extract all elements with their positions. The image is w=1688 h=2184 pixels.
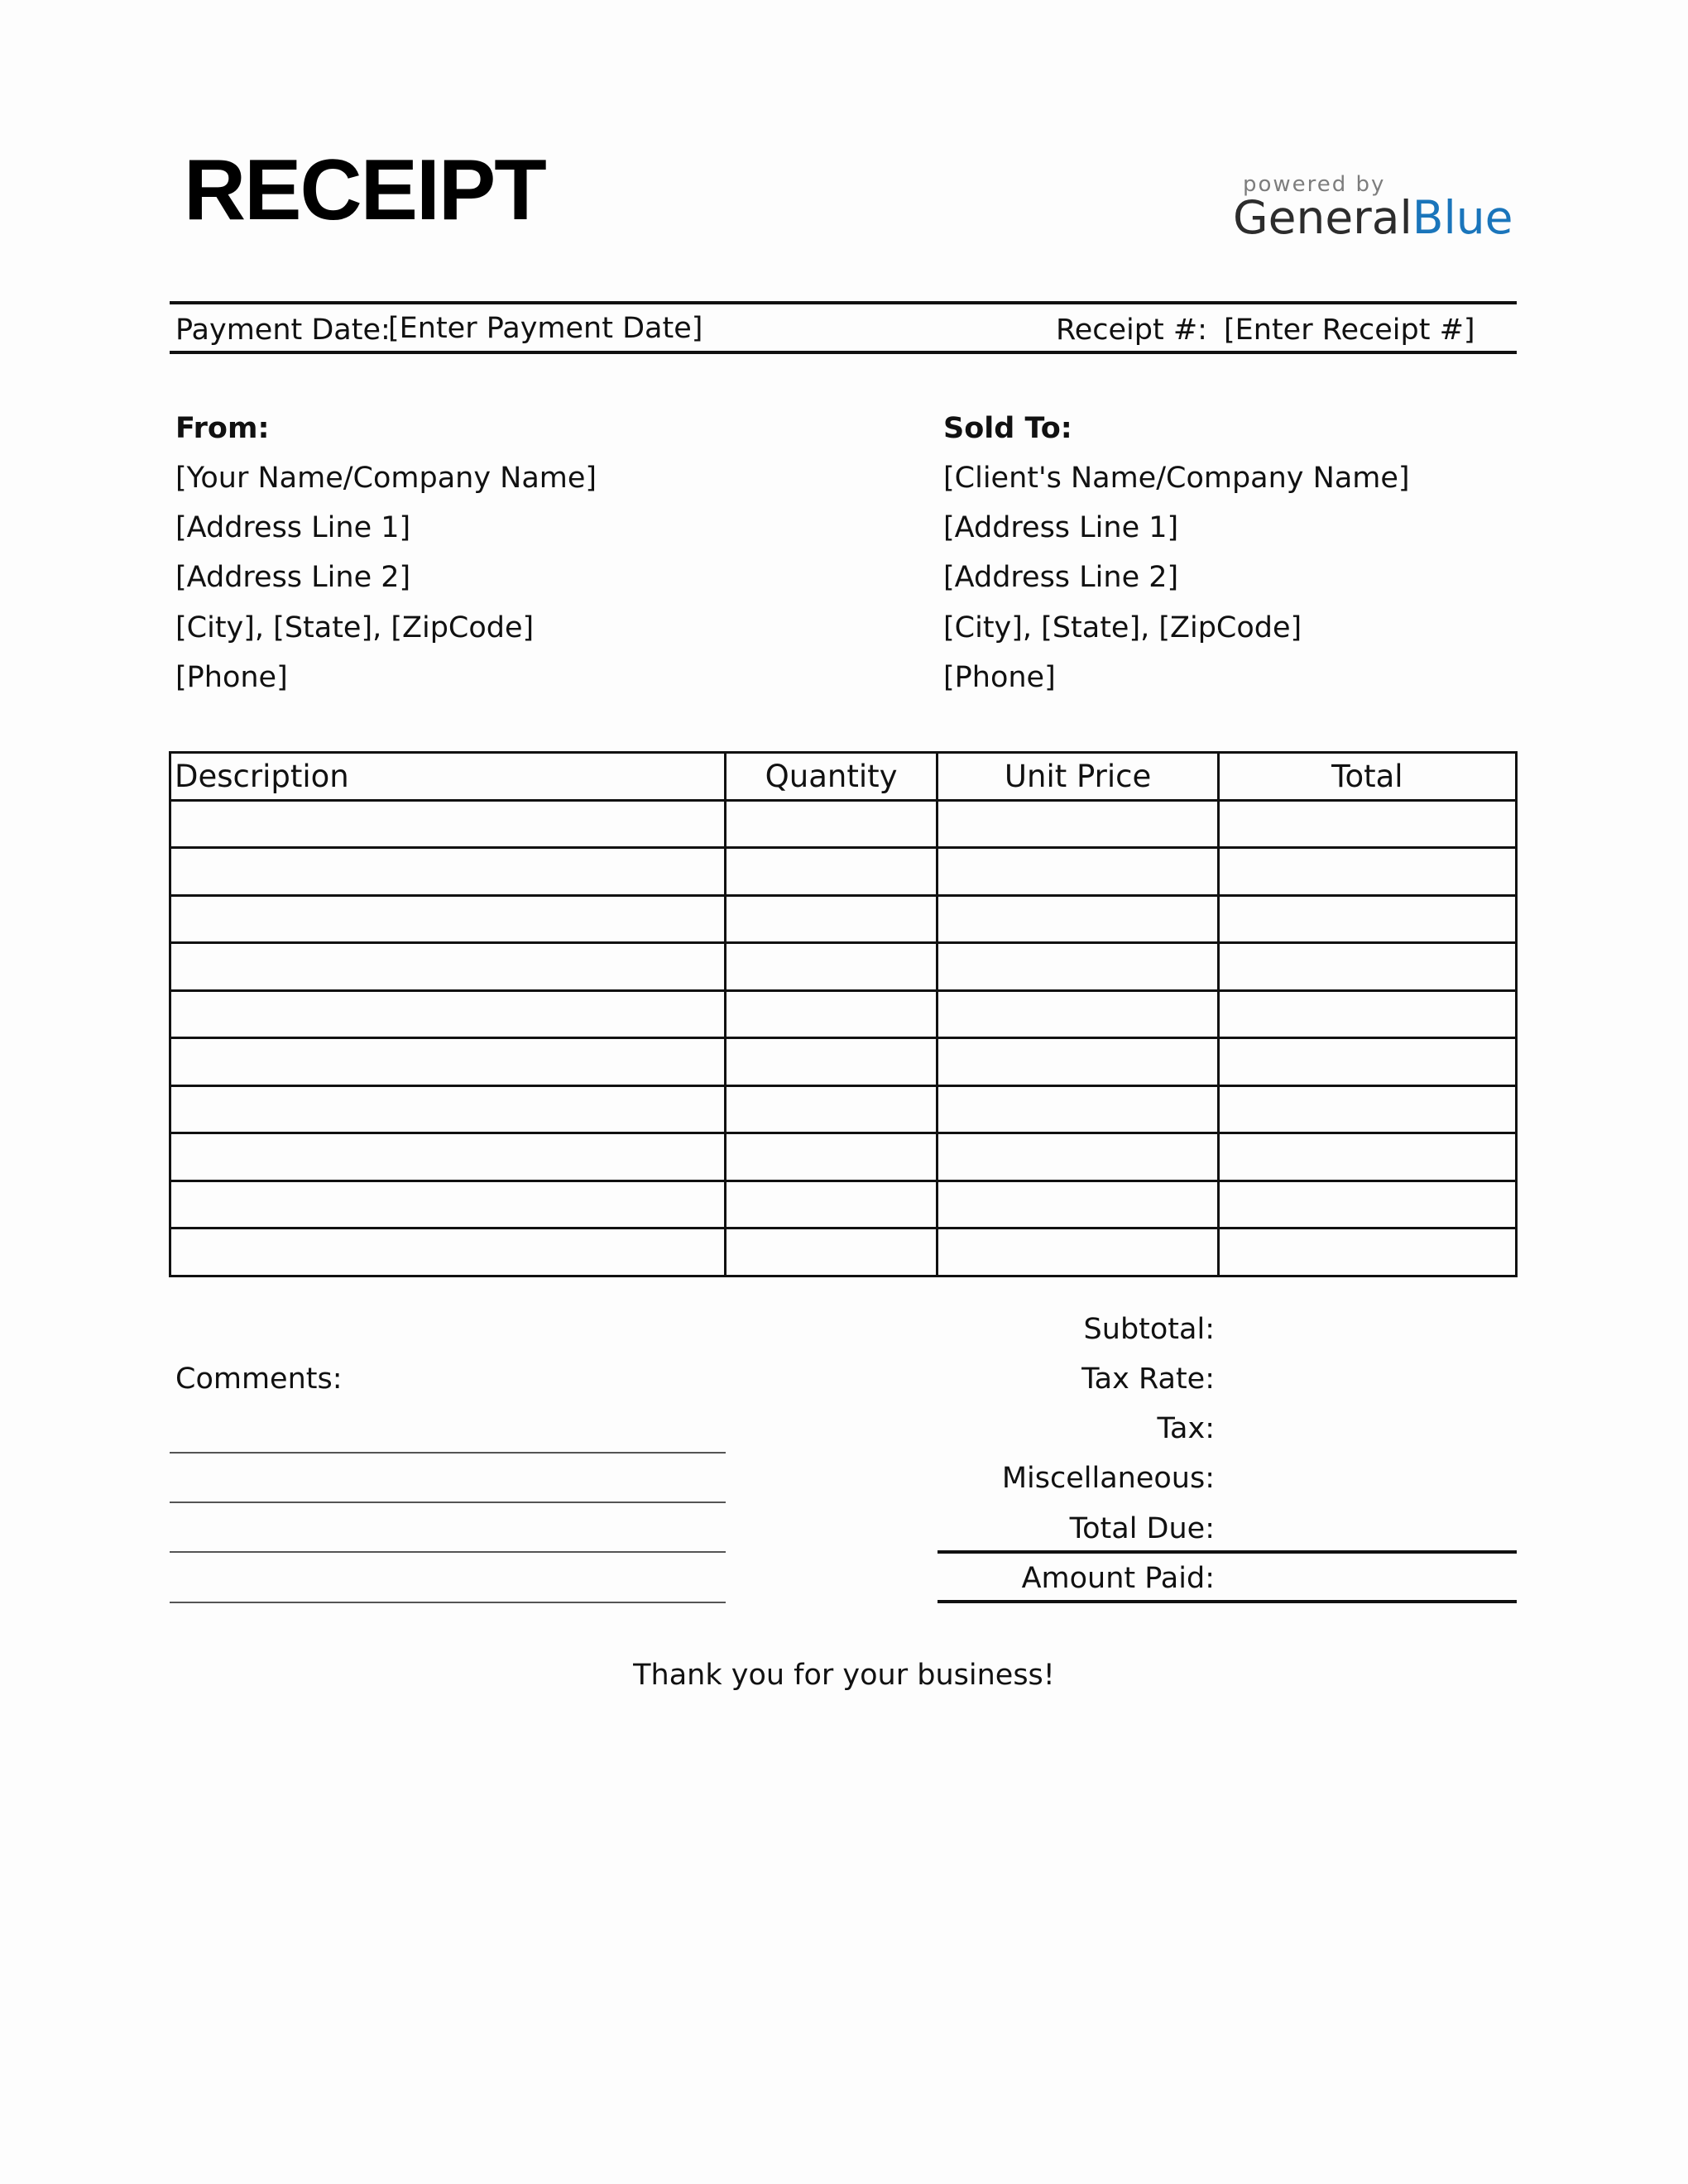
table-row xyxy=(170,1181,1517,1228)
meta-top-rule xyxy=(170,301,1517,304)
brand-logo xyxy=(1233,191,1513,244)
header-total: Total xyxy=(1218,753,1516,801)
cell-total[interactable] xyxy=(1218,1228,1516,1276)
header-description: Description xyxy=(170,753,726,801)
brand-blue: Blue xyxy=(1412,191,1513,244)
cell-description[interactable] xyxy=(170,990,726,1038)
table-row xyxy=(170,895,1517,943)
cell-quantity[interactable] xyxy=(725,1133,938,1181)
cell-unit-price[interactable] xyxy=(938,1181,1218,1228)
from-city-state-zip[interactable]: [City], [State], [ZipCode] xyxy=(175,611,535,644)
sold-to-address-1[interactable]: [Address Line 1] xyxy=(943,511,1179,544)
cell-unit-price[interactable] xyxy=(938,1038,1218,1086)
cell-unit-price[interactable] xyxy=(938,895,1218,943)
comment-line[interactable] xyxy=(170,1551,726,1553)
table-row xyxy=(170,800,1517,848)
receipt-number-label: Receipt #: xyxy=(1056,314,1207,347)
cell-description[interactable] xyxy=(170,1085,726,1133)
from-address-2[interactable]: [Address Line 2] xyxy=(175,561,411,594)
comments-label: Comments: xyxy=(175,1363,343,1396)
from-name[interactable]: [Your Name/Company Name] xyxy=(175,462,597,495)
cell-quantity[interactable] xyxy=(725,895,938,943)
cell-description[interactable] xyxy=(170,1133,726,1181)
table-row xyxy=(170,848,1517,896)
from-heading: From: xyxy=(175,412,270,445)
powered-by-text: powered by xyxy=(1243,172,1386,197)
cell-description[interactable] xyxy=(170,1228,726,1276)
cell-total[interactable] xyxy=(1218,943,1516,991)
amount-paid-label: Amount Paid: xyxy=(1021,1562,1215,1595)
cell-description[interactable] xyxy=(170,848,726,896)
cell-total[interactable] xyxy=(1218,1038,1516,1086)
cell-total[interactable] xyxy=(1218,1181,1516,1228)
table-body xyxy=(170,800,1517,1276)
comment-line[interactable] xyxy=(170,1452,726,1454)
cell-unit-price[interactable] xyxy=(938,800,1218,848)
cell-total[interactable] xyxy=(1218,1133,1516,1181)
cell-description[interactable] xyxy=(170,1038,726,1086)
sold-to-address-2[interactable]: [Address Line 2] xyxy=(943,561,1179,594)
receipt-number-field[interactable]: [Enter Receipt #] xyxy=(1224,314,1475,347)
from-address-1[interactable]: [Address Line 1] xyxy=(175,511,411,544)
meta-bottom-rule xyxy=(170,351,1517,354)
table-row xyxy=(170,1228,1517,1276)
cell-unit-price[interactable] xyxy=(938,1085,1218,1133)
sold-to-name[interactable]: [Client's Name/Company Name] xyxy=(943,462,1410,495)
tax-rate-label: Tax Rate: xyxy=(1081,1363,1215,1396)
items-table xyxy=(169,751,1518,1277)
cell-total[interactable] xyxy=(1218,848,1516,896)
subtotal-label: Subtotal: xyxy=(1083,1313,1215,1346)
table-row xyxy=(170,1133,1517,1181)
cell-total[interactable] xyxy=(1218,800,1516,848)
cell-description[interactable] xyxy=(170,943,726,991)
header-unit-price: Unit Price xyxy=(938,753,1218,801)
cell-quantity[interactable] xyxy=(725,800,938,848)
table-row xyxy=(170,990,1517,1038)
payment-date-label: Payment Date: xyxy=(175,314,391,347)
cell-total[interactable] xyxy=(1218,895,1516,943)
cell-description[interactable] xyxy=(170,1181,726,1228)
cell-unit-price[interactable] xyxy=(938,943,1218,991)
miscellaneous-label: Miscellaneous: xyxy=(1001,1462,1215,1495)
table-row xyxy=(170,1085,1517,1133)
cell-unit-price[interactable] xyxy=(938,1228,1218,1276)
payment-date-field[interactable]: [Enter Payment Date] xyxy=(388,312,703,345)
cell-unit-price[interactable] xyxy=(938,848,1218,896)
cell-description[interactable] xyxy=(170,800,726,848)
cell-quantity[interactable] xyxy=(725,1085,938,1133)
header-quantity: Quantity xyxy=(725,753,938,801)
cell-quantity[interactable] xyxy=(725,990,938,1038)
cell-quantity[interactable] xyxy=(725,1228,938,1276)
cell-unit-price[interactable] xyxy=(938,990,1218,1038)
receipt-title: RECEIPT xyxy=(184,142,545,238)
table-row xyxy=(170,943,1517,991)
table-header-row xyxy=(170,753,1517,801)
amount-paid-rule xyxy=(938,1600,1517,1603)
cell-quantity[interactable] xyxy=(725,1181,938,1228)
cell-description[interactable] xyxy=(170,895,726,943)
cell-unit-price[interactable] xyxy=(938,1133,1218,1181)
cell-quantity[interactable] xyxy=(725,848,938,896)
thank-you-message: Thank you for your business! xyxy=(633,1659,1055,1692)
total-due-rule xyxy=(938,1550,1517,1554)
comment-line[interactable] xyxy=(170,1502,726,1503)
cell-quantity[interactable] xyxy=(725,943,938,991)
sold-to-heading: Sold To: xyxy=(943,412,1072,445)
brand-general: General xyxy=(1233,191,1412,244)
total-due-label: Total Due: xyxy=(1069,1512,1215,1545)
tax-label: Tax: xyxy=(1157,1412,1215,1445)
cell-quantity[interactable] xyxy=(725,1038,938,1086)
sold-to-city-state-zip[interactable]: [City], [State], [ZipCode] xyxy=(943,611,1302,644)
sold-to-phone[interactable]: [Phone] xyxy=(943,661,1056,694)
cell-total[interactable] xyxy=(1218,990,1516,1038)
table-row xyxy=(170,1038,1517,1086)
cell-total[interactable] xyxy=(1218,1085,1516,1133)
from-phone[interactable]: [Phone] xyxy=(175,661,288,694)
comment-line[interactable] xyxy=(170,1602,726,1603)
